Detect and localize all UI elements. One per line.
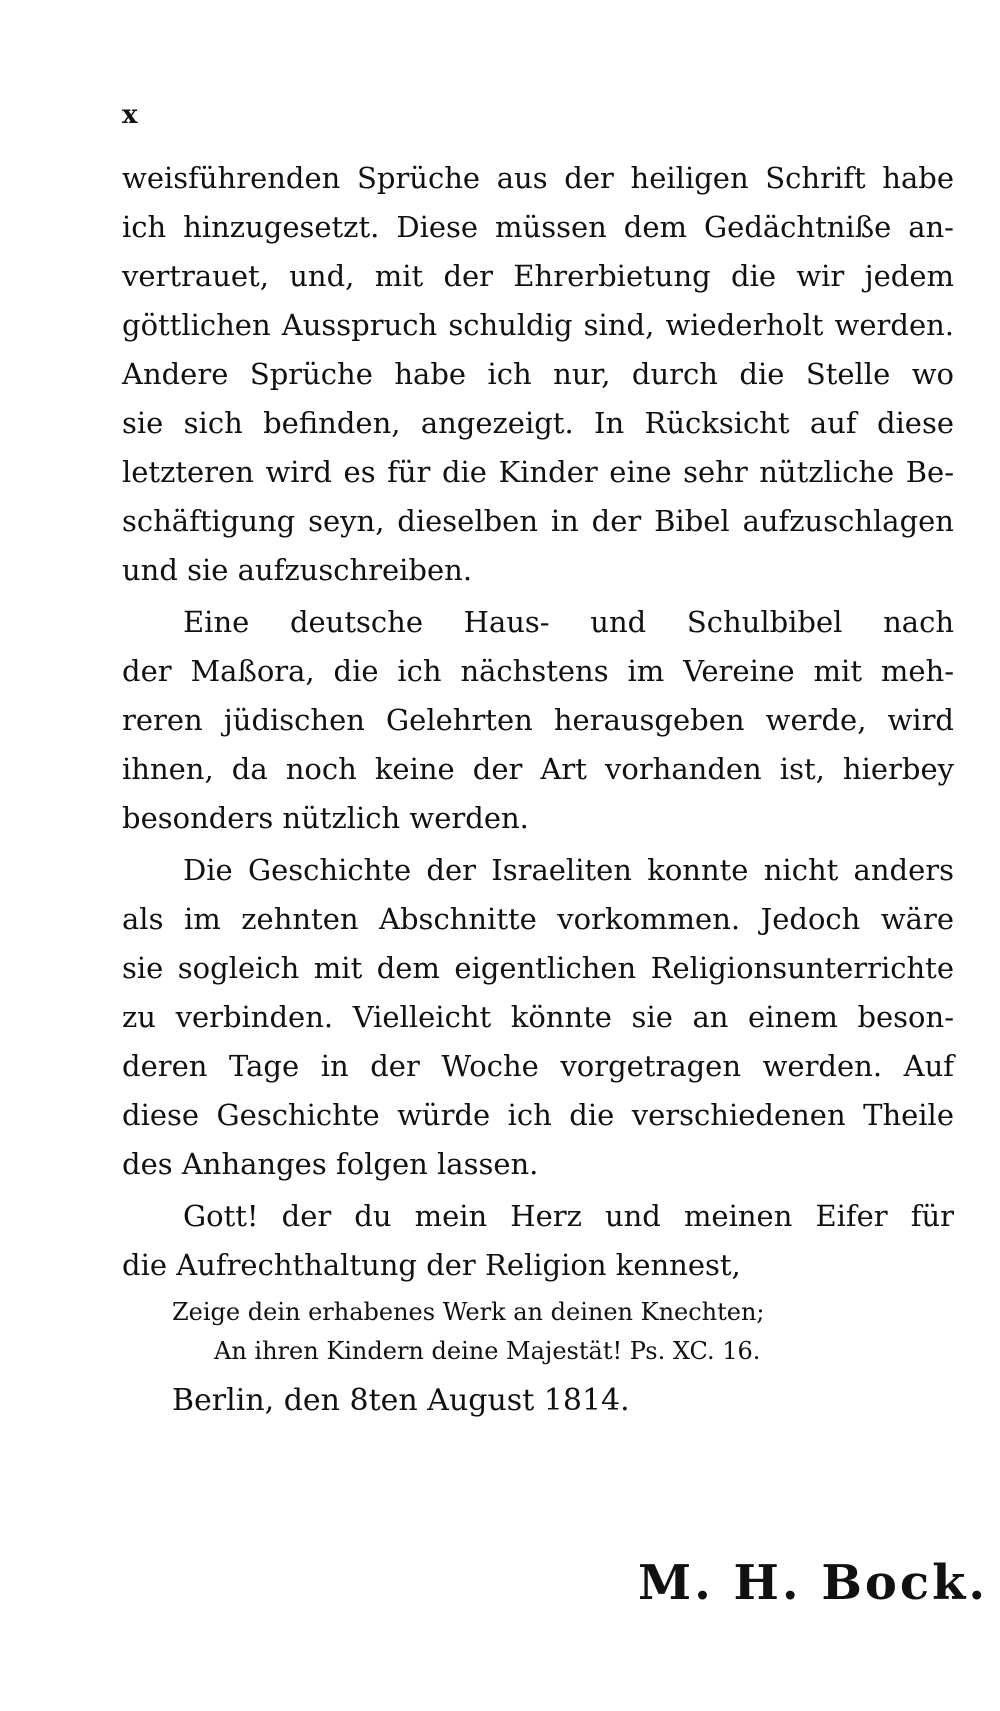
text-line-8: schäftigung seyn, dieselben in der Bibel aufzuschlagen <box>122 504 954 538</box>
text-line-5: Andere Sprüche habe ich nur, durch die Stelle wo <box>122 357 954 391</box>
text-line-17: sie sogleich mit dem eigentlichen Religionsunterrichte <box>122 951 954 985</box>
text-line-1: weisführenden Sprüche aus der heiligen Schrift habe <box>122 161 954 195</box>
text-line-11: der Maßora, die ich nächstens im Vereine mit meh- <box>122 654 954 688</box>
text-line-23: die Aufrechthaltung der Religion kennest, <box>122 1248 741 1282</box>
text-line-20: diese Geschichte würde ich die verschiedenen Theile <box>122 1098 954 1132</box>
text-line-18: zu verbinden. Vielleicht könnte sie an einem beson- <box>122 1000 954 1034</box>
text-line-21: des Anhanges folgen lassen. <box>122 1147 539 1181</box>
text-line-10: Eine deutsche Haus- und Schulbibel nach <box>183 605 954 639</box>
text-line-22: Gott! der du mein Herz und meinen Eifer für <box>183 1199 954 1233</box>
text-line-12: reren jüdischen Gelehrten herausgeben werde, wird <box>122 703 954 737</box>
text-line-13: ihnen, da noch keine der Art vorhanden ist, hierbey <box>122 752 954 786</box>
text-line-16: als im zehnten Abschnitte vorkommen. Jedoch wäre <box>122 902 954 936</box>
text-line-15: Die Geschichte der Israeliten konnte nicht anders <box>183 853 954 887</box>
dateline: Berlin, den 8ten August 1814. <box>172 1383 630 1418</box>
author-signature: M. H. Bock. <box>638 1555 989 1611</box>
page-number: x <box>122 100 138 130</box>
text-line-14: besonders nützlich werden. <box>122 801 529 835</box>
text-line-7: letzteren wird es für die Kinder eine sehr nützliche Be- <box>122 455 954 489</box>
text-line-9: und sie aufzuschreiben. <box>122 553 473 587</box>
text-line-2: ich hinzugesetzt. Diese müssen dem Gedächtniße an- <box>122 210 954 244</box>
quote-line-2: An ihren Kindern deine Majestät! Ps. XC. 16. <box>214 1337 761 1365</box>
text-line-4: göttlichen Ausspruch schuldig sind, wiederholt werden. <box>122 308 954 342</box>
quote-line-1: Zeige dein erhabenes Werk an deinen Knechten; <box>172 1298 765 1326</box>
text-line-19: deren Tage in der Woche vorgetragen werden. Auf <box>122 1049 954 1083</box>
text-line-6: sie sich befinden, angezeigt. In Rücksicht auf diese <box>122 406 954 440</box>
text-line-3: vertrauet, und, mit der Ehrerbietung die wir jedem <box>122 259 954 293</box>
